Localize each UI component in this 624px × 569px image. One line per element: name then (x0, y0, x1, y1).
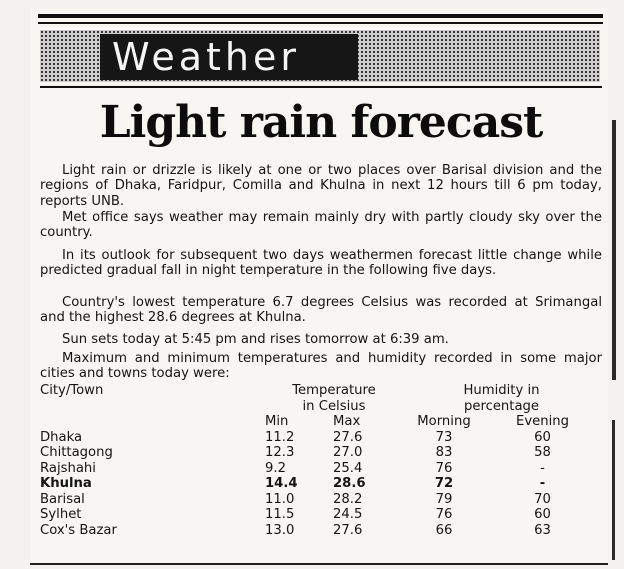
evening-humidity-cell: 63 (534, 522, 551, 538)
max-cell: 24.5 (333, 507, 363, 522)
table-row (40, 476, 600, 492)
city-cell: Rajshahi (40, 460, 96, 476)
section-label: Weather (100, 34, 358, 80)
city-cell: Sylhet (40, 507, 82, 522)
evening-humidity-cell: 58 (534, 445, 551, 460)
table-row (40, 523, 600, 539)
table-row (40, 445, 600, 461)
min-cell: 13.0 (265, 522, 295, 538)
morning-humidity-cell: 79 (435, 491, 453, 507)
city-cell: Dhaka (40, 429, 83, 445)
min-cell: 11.0 (265, 491, 295, 507)
min-cell: 11.5 (265, 507, 295, 522)
header-temperature-2: in Celsius (302, 398, 366, 414)
max-cell: 25.4 (333, 460, 363, 476)
table-row (40, 507, 600, 523)
header-humidity-2: percentage (463, 398, 540, 414)
morning-humidity-cell: 66 (435, 522, 453, 538)
adjacent-column-edge (612, 120, 616, 380)
city-cell: Khulna (40, 476, 92, 491)
min-cell: 9.2 (265, 460, 286, 476)
banner-rule (40, 86, 602, 88)
max-cell: 27.6 (333, 429, 363, 445)
min-cell: 14.4 (265, 476, 298, 491)
morning-humidity-cell: 73 (435, 429, 453, 445)
table-header-row-2 (40, 399, 600, 415)
header-temperature-1: Temperature (292, 383, 376, 398)
max-cell: 28.6 (333, 476, 366, 491)
morning-humidity-cell: 76 (435, 507, 453, 522)
morning-humidity-cell: 76 (435, 460, 453, 476)
header-min: Min (265, 414, 289, 429)
evening-humidity-cell: 70 (534, 491, 551, 507)
table-header-row-1 (40, 383, 600, 399)
paragraph-met-office: Met office says weather may remain mainly dry with partly cloudy sky over the country. (40, 210, 602, 241)
header-humidity-1: Humidity in (463, 383, 540, 398)
evening-humidity-cell: - (539, 476, 546, 491)
table-header-row-3 (40, 414, 600, 430)
min-cell: 11.2 (265, 429, 295, 445)
table-row (40, 461, 600, 477)
header-evening: Evening (515, 414, 569, 429)
paragraph-outlook: In its outlook for subsequent two days weathermen forecast little change while predicted gradual fall in night temperature in the following five days. (40, 248, 602, 279)
paragraph-extremes: Country's lowest temperature 6.7 degrees Celsius was recorded at Srimangal and the highest 28.6 degrees at Khulna. (40, 295, 602, 326)
max-cell: 28.2 (333, 491, 363, 507)
city-cell: Cox's Bazar (40, 522, 117, 538)
headline: Light rain forecast (99, 97, 543, 148)
max-cell: 27.0 (333, 445, 363, 460)
top-rule-thin (38, 22, 603, 24)
paragraph-table-intro: Maximum and minimum temperatures and humidity recorded in some major cities and towns today were: (40, 351, 602, 382)
bottom-edge (30, 563, 608, 565)
evening-humidity-cell: 60 (534, 507, 551, 522)
top-rule (38, 14, 603, 18)
city-cell: Barisal (40, 491, 85, 507)
header-city: City/Town (40, 383, 104, 398)
morning-humidity-cell: 83 (435, 445, 453, 460)
min-cell: 12.3 (265, 445, 295, 460)
morning-humidity-cell: 72 (434, 476, 454, 491)
header-morning: Morning (417, 414, 471, 429)
adjacent-column-edge-lower (612, 420, 615, 560)
evening-humidity-cell: - (540, 460, 545, 476)
evening-humidity-cell: 60 (534, 429, 551, 445)
header-max: Max (333, 414, 361, 429)
max-cell: 27.6 (333, 522, 363, 538)
table-row (40, 492, 600, 508)
weather-table (40, 383, 600, 538)
paragraph-sun: Sun sets today at 5:45 pm and rises tomorrow at 6:39 am. (62, 332, 449, 347)
paragraph-forecast: Light rain or drizzle is likely at one or two places over Barisal division and the regions of Dhaka, Faridpur, Comilla and Khulna in next 12 hours till 6 pm today, reports UNB. (40, 163, 602, 209)
city-cell: Chittagong (40, 445, 113, 460)
table-row (40, 430, 600, 446)
